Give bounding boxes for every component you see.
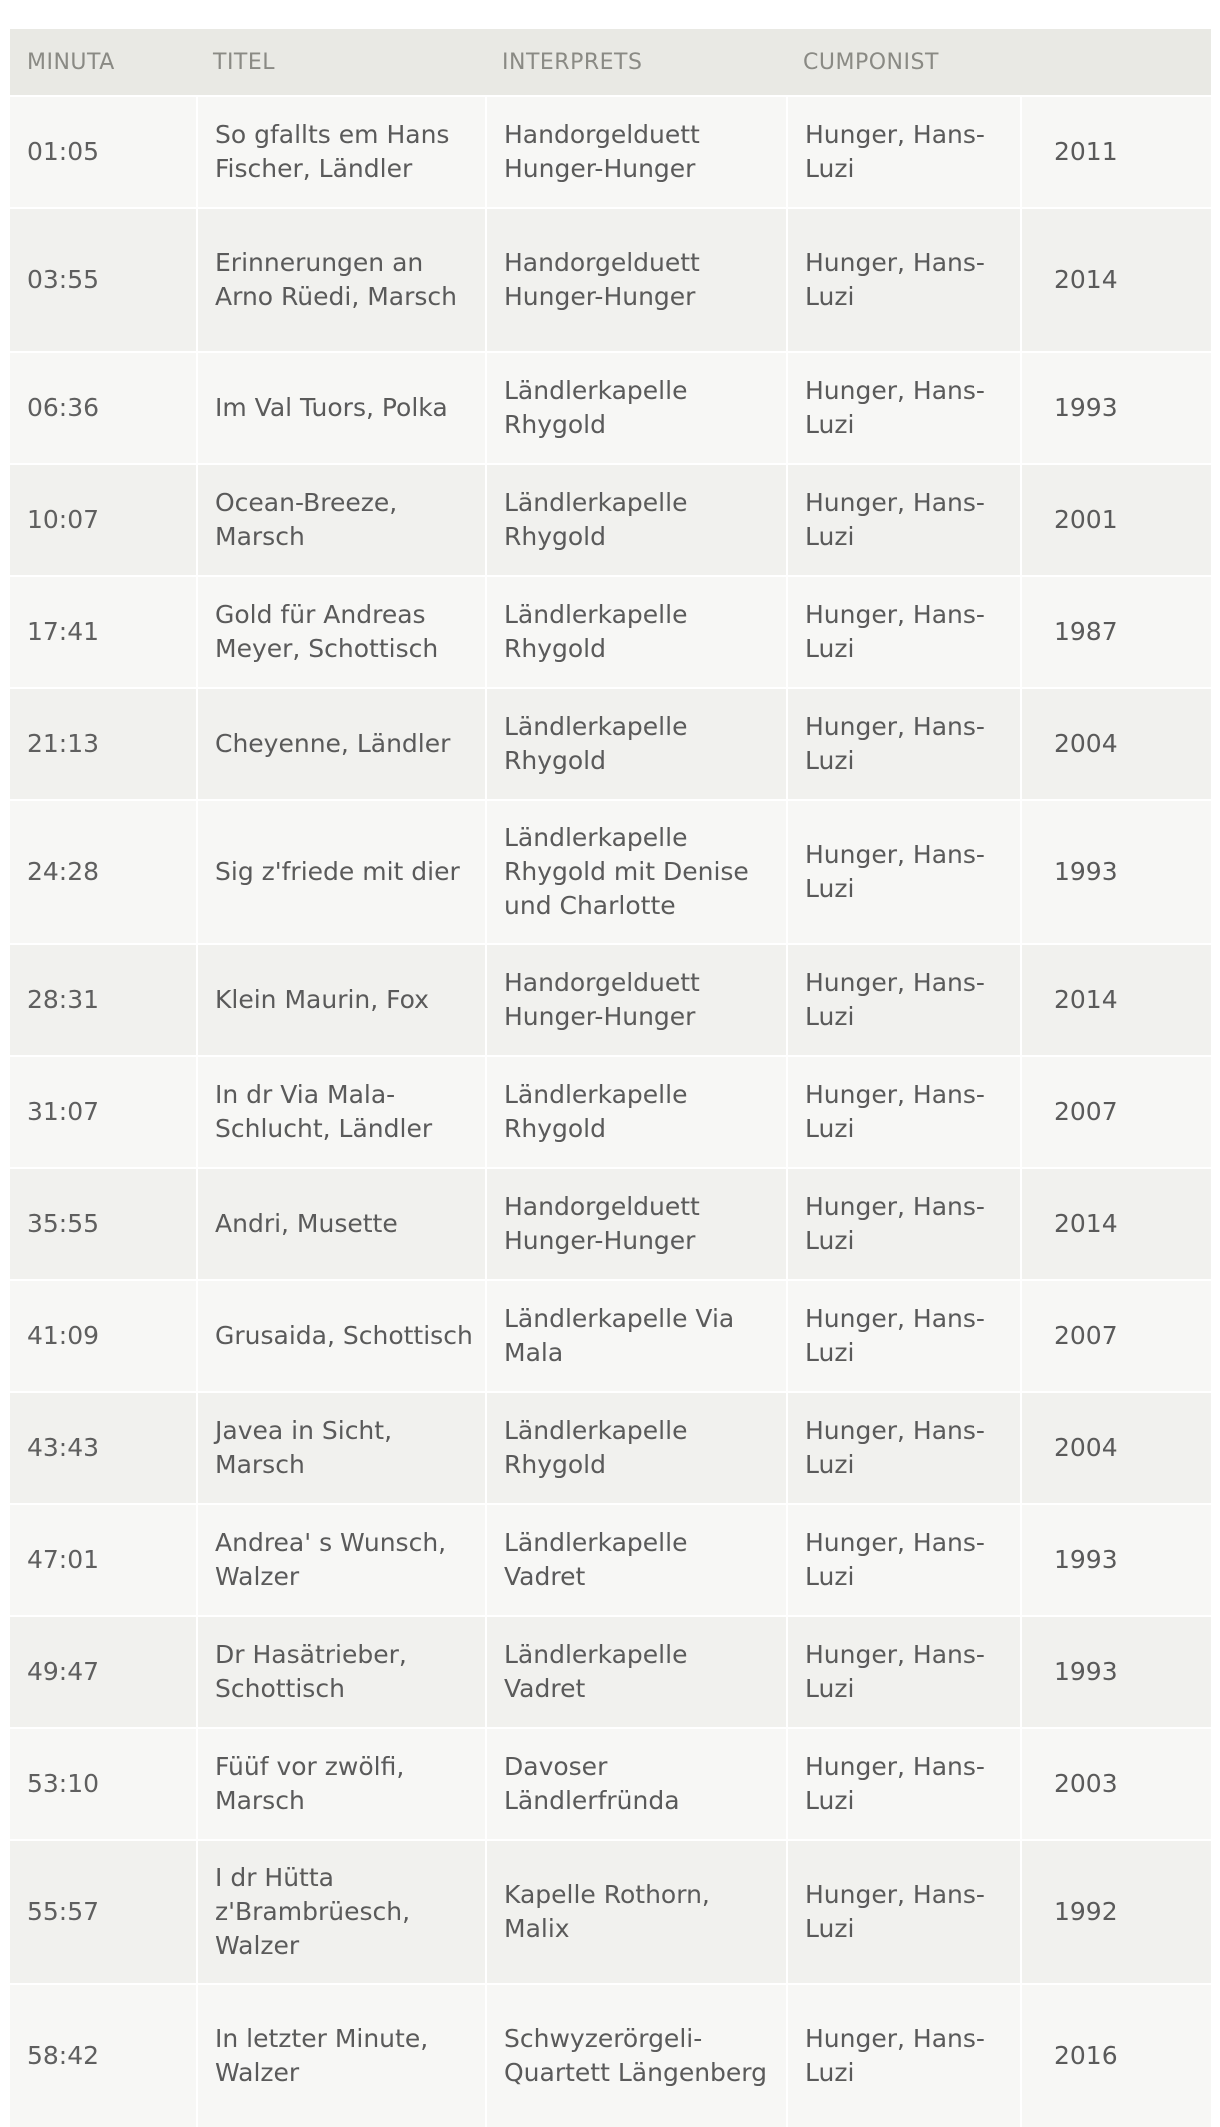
header-minute: MINUTA	[10, 29, 196, 95]
year-cell: 1992	[1020, 1839, 1211, 1983]
title-cell: Füüf vor zwölfi, Marsch	[196, 1727, 485, 1839]
minute-cell: 43:43	[10, 1391, 196, 1503]
performer-cell: Kapelle Rothorn, Malix	[485, 1839, 786, 1983]
composer-cell: Hunger, Hans-Luzi	[786, 1503, 1020, 1615]
title-cell: Cheyenne, Ländler	[196, 687, 485, 799]
minute-cell: 31:07	[10, 1055, 196, 1167]
table-row	[10, 1391, 1211, 1503]
title-cell: Ocean-Breeze, Marsch	[196, 463, 485, 575]
composer-cell: Hunger, Hans-Luzi	[786, 1983, 1020, 2127]
title-cell: Im Val Tuors, Polka	[196, 351, 485, 463]
year-cell: 1993	[1020, 799, 1211, 943]
table-row	[10, 1839, 1211, 1983]
table-row	[10, 207, 1211, 351]
year-cell: 1993	[1020, 351, 1211, 463]
title-cell: Klein Maurin, Fox	[196, 943, 485, 1055]
playlist-table-wrapper	[10, 29, 1211, 2127]
composer-cell: Hunger, Hans-Luzi	[786, 351, 1020, 463]
composer-cell: Hunger, Hans-Luzi	[786, 95, 1020, 207]
title-cell: Gold für Andreas Meyer, Schottisch	[196, 575, 485, 687]
header-title: TITEL	[196, 29, 485, 95]
year-cell: 2004	[1020, 687, 1211, 799]
table-row	[10, 1727, 1211, 1839]
title-cell: Grusaida, Schottisch	[196, 1279, 485, 1391]
composer-cell: Hunger, Hans-Luzi	[786, 1727, 1020, 1839]
composer-cell: Hunger, Hans-Luzi	[786, 1839, 1020, 1983]
composer-cell: Hunger, Hans-Luzi	[786, 575, 1020, 687]
performer-cell: Ländlerkapelle Rhygold	[485, 351, 786, 463]
title-cell: I dr Hütta z'Brambrüesch, Walzer	[196, 1839, 485, 1983]
composer-cell: Hunger, Hans-Luzi	[786, 1615, 1020, 1727]
performer-cell: Ländlerkapelle Rhygold	[485, 575, 786, 687]
table-body	[10, 95, 1211, 2127]
composer-cell: Hunger, Hans-Luzi	[786, 463, 1020, 575]
year-cell: 2007	[1020, 1055, 1211, 1167]
minute-cell: 53:10	[10, 1727, 196, 1839]
year-cell: 1993	[1020, 1503, 1211, 1615]
performer-cell: Handorgelduett Hunger-Hunger	[485, 207, 786, 351]
title-cell: Erinnerungen an Arno Rüedi, Marsch	[196, 207, 485, 351]
table-row	[10, 95, 1211, 207]
minute-cell: 03:55	[10, 207, 196, 351]
composer-cell: Hunger, Hans-Luzi	[786, 1391, 1020, 1503]
title-cell: Andri, Musette	[196, 1167, 485, 1279]
minute-cell: 06:36	[10, 351, 196, 463]
table-row	[10, 463, 1211, 575]
table-row	[10, 1983, 1211, 2127]
minute-cell: 41:09	[10, 1279, 196, 1391]
table-row	[10, 351, 1211, 463]
performer-cell: Handorgelduett Hunger-Hunger	[485, 943, 786, 1055]
header-row	[10, 29, 1211, 95]
performer-cell: Ländlerkapelle Rhygold	[485, 463, 786, 575]
table-row	[10, 1167, 1211, 1279]
year-cell: 2003	[1020, 1727, 1211, 1839]
minute-cell: 58:42	[10, 1983, 196, 2127]
table-row	[10, 1055, 1211, 1167]
table-row	[10, 1503, 1211, 1615]
year-cell: 1987	[1020, 575, 1211, 687]
year-cell: 2004	[1020, 1391, 1211, 1503]
minute-cell: 24:28	[10, 799, 196, 943]
year-cell: 1993	[1020, 1615, 1211, 1727]
performer-cell: Handorgelduett Hunger-Hunger	[485, 95, 786, 207]
minute-cell: 21:13	[10, 687, 196, 799]
composer-cell: Hunger, Hans-Luzi	[786, 799, 1020, 943]
year-cell: 2016	[1020, 1983, 1211, 2127]
composer-cell: Hunger, Hans-Luzi	[786, 1279, 1020, 1391]
header-year	[1020, 29, 1211, 95]
title-cell: Dr Hasätrieber, Schottisch	[196, 1615, 485, 1727]
year-cell: 2007	[1020, 1279, 1211, 1391]
title-cell: Javea in Sicht, Marsch	[196, 1391, 485, 1503]
table-row	[10, 687, 1211, 799]
minute-cell: 49:47	[10, 1615, 196, 1727]
minute-cell: 17:41	[10, 575, 196, 687]
title-cell: So gfallts em Hans Fischer, Ländler	[196, 95, 485, 207]
table-row	[10, 1615, 1211, 1727]
table-row	[10, 943, 1211, 1055]
performer-cell: Ländlerkapelle Rhygold	[485, 687, 786, 799]
header-performer: INTERPRETS	[485, 29, 786, 95]
performer-cell: Ländlerkapelle Via Mala	[485, 1279, 786, 1391]
playlist-table	[10, 29, 1211, 2127]
performer-cell: Handorgelduett Hunger-Hunger	[485, 1167, 786, 1279]
title-cell: In dr Via Mala-Schlucht, Ländler	[196, 1055, 485, 1167]
performer-cell: Davoser Ländlerfründa	[485, 1727, 786, 1839]
minute-cell: 01:05	[10, 95, 196, 207]
performer-cell: Ländlerkapelle Vadret	[485, 1615, 786, 1727]
year-cell: 2014	[1020, 1167, 1211, 1279]
composer-cell: Hunger, Hans-Luzi	[786, 943, 1020, 1055]
minute-cell: 28:31	[10, 943, 196, 1055]
table-header	[10, 29, 1211, 95]
composer-cell: Hunger, Hans-Luzi	[786, 207, 1020, 351]
year-cell: 2011	[1020, 95, 1211, 207]
header-composer: CUMPONIST	[786, 29, 1020, 95]
performer-cell: Schwyzerörgeli-Quartett Längenberg	[485, 1983, 786, 2127]
table-row	[10, 575, 1211, 687]
table-row	[10, 1279, 1211, 1391]
composer-cell: Hunger, Hans-Luzi	[786, 1167, 1020, 1279]
composer-cell: Hunger, Hans-Luzi	[786, 1055, 1020, 1167]
performer-cell: Ländlerkapelle Rhygold	[485, 1055, 786, 1167]
title-cell: Sig z'friede mit dier	[196, 799, 485, 943]
performer-cell: Ländlerkapelle Vadret	[485, 1503, 786, 1615]
table-row	[10, 799, 1211, 943]
title-cell: Andrea' s Wunsch, Walzer	[196, 1503, 485, 1615]
year-cell: 2014	[1020, 943, 1211, 1055]
year-cell: 2014	[1020, 207, 1211, 351]
composer-cell: Hunger, Hans-Luzi	[786, 687, 1020, 799]
minute-cell: 55:57	[10, 1839, 196, 1983]
minute-cell: 47:01	[10, 1503, 196, 1615]
performer-cell: Ländlerkapelle Rhygold mit Denise und Charlotte	[485, 799, 786, 943]
year-cell: 2001	[1020, 463, 1211, 575]
minute-cell: 10:07	[10, 463, 196, 575]
minute-cell: 35:55	[10, 1167, 196, 1279]
performer-cell: Ländlerkapelle Rhygold	[485, 1391, 786, 1503]
title-cell: In letzter Minute, Walzer	[196, 1983, 485, 2127]
